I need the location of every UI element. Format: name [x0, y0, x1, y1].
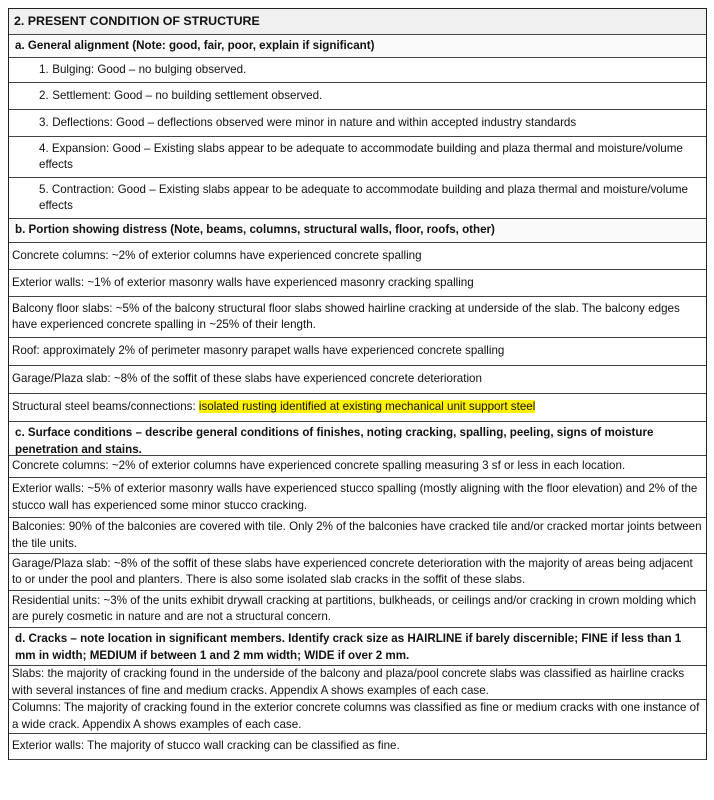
- table-row: Garage/Plaza slab: ~8% of the soffit of these slabs have experienced concrete deterioration with the majority of areas being adjacent to or under the pool and planters. There is also some isolated slab cracks in the soffit of these slabs.: [9, 554, 706, 591]
- table-row: Concrete columns: ~2% of exterior columns have experienced concrete spalling: [9, 243, 706, 270]
- table-row: Exterior walls: The majority of stucco wall cracking can be classified as fine.: [9, 734, 706, 760]
- table-row: Residential units: ~3% of the units exhibit drywall cracking at partitions, bulkheads, or ceilings and/or cracking in crown molding which are purely cosmetic in nature and are not a structural concern.: [9, 591, 706, 628]
- steel-label: Structural steel beams/connections:: [12, 400, 199, 414]
- table-row: Roof: approximately 2% of perimeter masonry parapet walls have experienced concrete spalling: [9, 338, 706, 366]
- table-row: Concrete columns: ~2% of exterior columns have experienced concrete spalling measuring 3 sf or less in each location.: [9, 456, 706, 478]
- table-row: Balconies: 90% of the balconies are covered with tile. Only 2% of the balconies have cracked tile and/or cracked mortar joints between the tile units.: [9, 518, 706, 554]
- list-item: 3. Deflections: Good – deflections observed were minor in nature and within accepted industry standards: [9, 110, 706, 137]
- table-row: [9, 394, 706, 422]
- table-row: Exterior walls: ~5% of exterior masonry walls have experienced stucco spalling (mostly aligning with the floor elevation) and 2% of the stucco wall has experienced some minor stucco cracking.: [9, 478, 706, 518]
- list-item: 1. Bulging: Good – no bulging observed.: [9, 58, 706, 83]
- list-item: 2. Settlement: Good – no building settlement observed.: [9, 83, 706, 110]
- section-d-title: d. Cracks – note location in significant members. Identify crack size as HAIRLINE if barely discernible; FINE if less than 1 mm in width; MEDIUM if between 1 and 2 mm width; WIDE if over 2 mm.: [9, 628, 706, 666]
- table-row: Columns: The majority of cracking found in the exterior concrete columns was classified as fine or medium cracks with one instance of a wide crack. Appendix A shows examples of each case.: [9, 700, 706, 734]
- section-a-title: a. General alignment (Note: good, fair, poor, explain if significant): [9, 35, 706, 58]
- table-row: Balcony floor slabs: ~5% of the balcony structural floor slabs showed hairline cracking at underside of the slab. The balcony edges have experienced concrete spalling in ~25% of their length.: [9, 297, 706, 338]
- table-row: Slabs: the majority of cracking found in the underside of the balcony and plaza/pool concrete slabs was classified as hairline cracks with several instances of fine and medium cracks. Appendix A shows examples of each case.: [9, 666, 706, 700]
- section-heading: 2. PRESENT CONDITION OF STRUCTURE: [9, 8, 706, 35]
- table-row: Exterior walls: ~1% of exterior masonry walls have experienced masonry cracking spalling: [9, 270, 706, 297]
- section-b-title: b. Portion showing distress (Note, beams, columns, structural walls, floor, roofs, other): [9, 219, 706, 243]
- section-c-title: c. Surface conditions – describe general conditions of finishes, noting cracking, spalling, peeling, signs of moisture penetration and stains.: [9, 422, 706, 456]
- list-item: 5. Contraction: Good – Existing slabs appear to be adequate to accommodate building and plaza thermal and moisture/volume effects: [9, 178, 706, 219]
- list-item: 4. Expansion: Good – Existing slabs appear to be adequate to accommodate building and plaza thermal and moisture/volume effects: [9, 137, 706, 178]
- highlighted-finding: isolated rusting identified at existing mechanical unit support steel: [198, 400, 536, 414]
- condition-table: [8, 8, 707, 760]
- table-row: Garage/Plaza slab: ~8% of the soffit of these slabs have experienced concrete deterioration: [9, 366, 706, 394]
